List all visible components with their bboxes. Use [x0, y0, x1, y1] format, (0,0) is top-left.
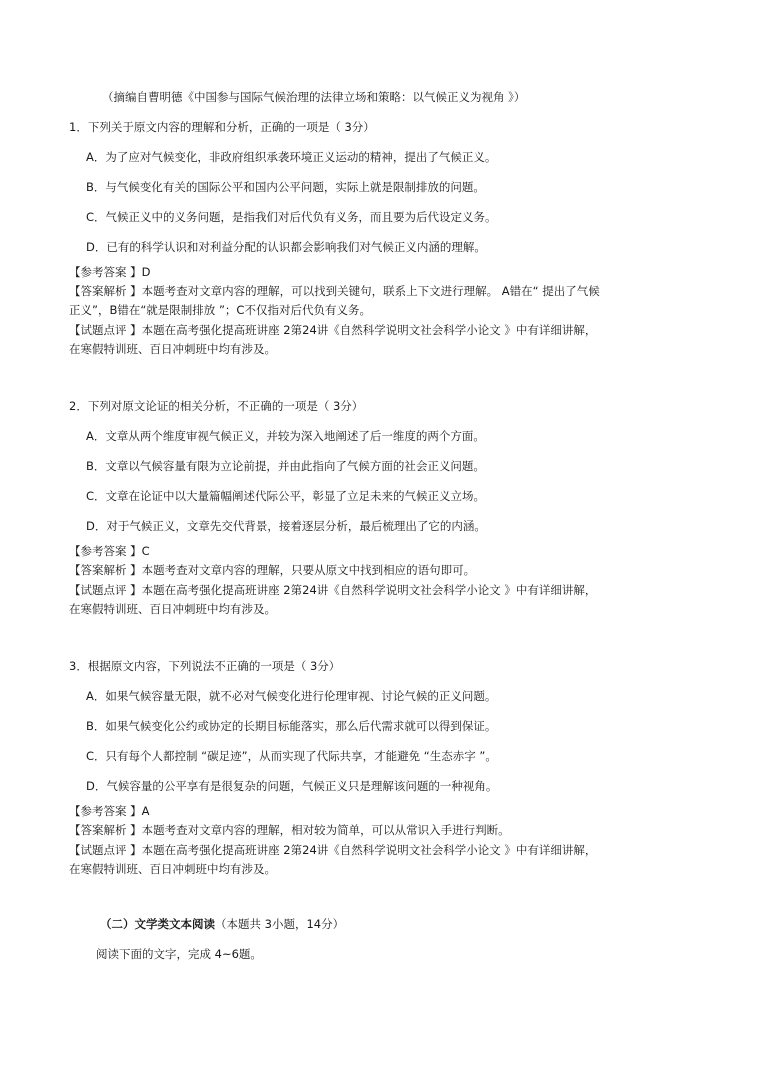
question-2-answer: 【参考答案 】C	[69, 544, 150, 558]
question-3-option-c: C．只有每个人都控制 “碳足迹”，从而实现了代际共享，才能避免 “生态赤字 ”。	[86, 749, 497, 763]
question-3-comment-line-1: 【试题点评 】本题在高考强化提高班讲座 2第24讲《自然科学说明文社会科学小论文 》中有详细讲解，	[69, 843, 597, 857]
question-1-option-a: A．为了应对气候变化，非政府组织承袭环境正义运动的精神，提出了气候正义。	[86, 150, 497, 164]
question-1-option-c: C．气候正义中的义务问题，是指我们对后代负有义务，而且要为后代设定义务。	[86, 210, 497, 224]
question-3-option-b: B．如果气候变化公约或协定的长期目标能落实，那么后代需求就可以得到保证。	[86, 719, 497, 733]
question-2-comment-line-2: 在寒假特训班、百日冲刺班中均有涉及。	[69, 602, 276, 616]
question-3-answer: 【参考答案 】A	[69, 804, 150, 818]
section-intro: 阅读下面的文字，完成 4~6题。	[96, 947, 262, 961]
question-3-stem: 3．根据原文内容，下列说法不正确的一项是（ 3分）	[69, 659, 341, 673]
question-1-option-d: D．已有的科学认识和对利益分配的认识都会影响我们对气候正义内涵的理解。	[86, 240, 486, 254]
question-1-option-b: B．与气候变化有关的国际公平和国内公平问题，实际上就是限制排放的问题。	[86, 180, 485, 194]
question-2-option-c: C．文章在论证中以大量篇幅阐述代际公平，彰显了立足未来的气候正义立场。	[86, 489, 486, 503]
question-1-analysis-line-2: 正义”，B错在“就是限制排放 ”；C不仅指对后代负有义务。	[69, 303, 371, 317]
question-1-stem: 1．下列关于原文内容的理解和分析，正确的一项是（ 3分）	[69, 120, 375, 134]
question-2-option-d: D．对于气候正义，文章先交代背景，接着逐层分析，最后梳理出了它的内涵。	[86, 519, 486, 533]
question-2-comment-line-1: 【试题点评 】本题在高考强化提高班讲座 2第24讲《自然科学说明文社会科学小论文 》中有详细讲解，	[69, 583, 597, 597]
section-heading-bold: （二）文学类文本阅读	[100, 917, 215, 931]
section-heading	[100, 916, 344, 932]
question-3-option-d: D．气候容量的公平享有是很复杂的问题，气候正义只是理解该问题的一种视角。	[86, 779, 498, 793]
question-2-analysis-line-1: 【答案解析 】本题考查对文章内容的理解，只要从原文中找到相应的语句即可。	[69, 563, 476, 577]
question-3-option-a: A．如果气候容量无限，就不必对气候变化进行伦理审视、讨论气候的正义问题。	[86, 689, 497, 703]
question-2-option-a: A．文章从两个维度审视气候正义，并较为深入地阐述了后一维度的两个方面。	[86, 429, 485, 443]
question-2-option-b: B．文章以气候容量有限为立论前提，并由此指向了气候方面的社会正义问题。	[86, 459, 485, 473]
question-1-answer: 【参考答案 】D	[69, 265, 151, 279]
question-3-analysis-line-1: 【答案解析 】本题考查对文章内容的理解，相对较为简单，可以从常识入手进行判断。	[69, 823, 510, 837]
question-1-comment-line-2: 在寒假特训班、百日冲刺班中均有涉及。	[69, 342, 276, 356]
question-1-comment-line-1: 【试题点评 】本题在高考强化提高班讲座 2第24讲《自然科学说明文社会科学小论文 》中有详细讲解，	[69, 323, 597, 337]
question-3-comment-line-2: 在寒假特训班、百日冲刺班中均有涉及。	[69, 862, 276, 876]
question-2-stem: 2．下列对原文论证的相关分析，不正确的一项是（ 3分）	[69, 399, 364, 413]
question-1-analysis-line-1: 【答案解析 】本题考查对文章内容的理解，可以找到关键句，联系上下文进行理解。 A错在“ 提出了气候	[69, 284, 600, 298]
section-heading-detail: （本题共 3小题，14分）	[215, 917, 345, 931]
source-citation: （摘编自曹明德《中国参与国际气候治理的法律立场和策略：以气候正义为视角 》）	[102, 90, 526, 104]
